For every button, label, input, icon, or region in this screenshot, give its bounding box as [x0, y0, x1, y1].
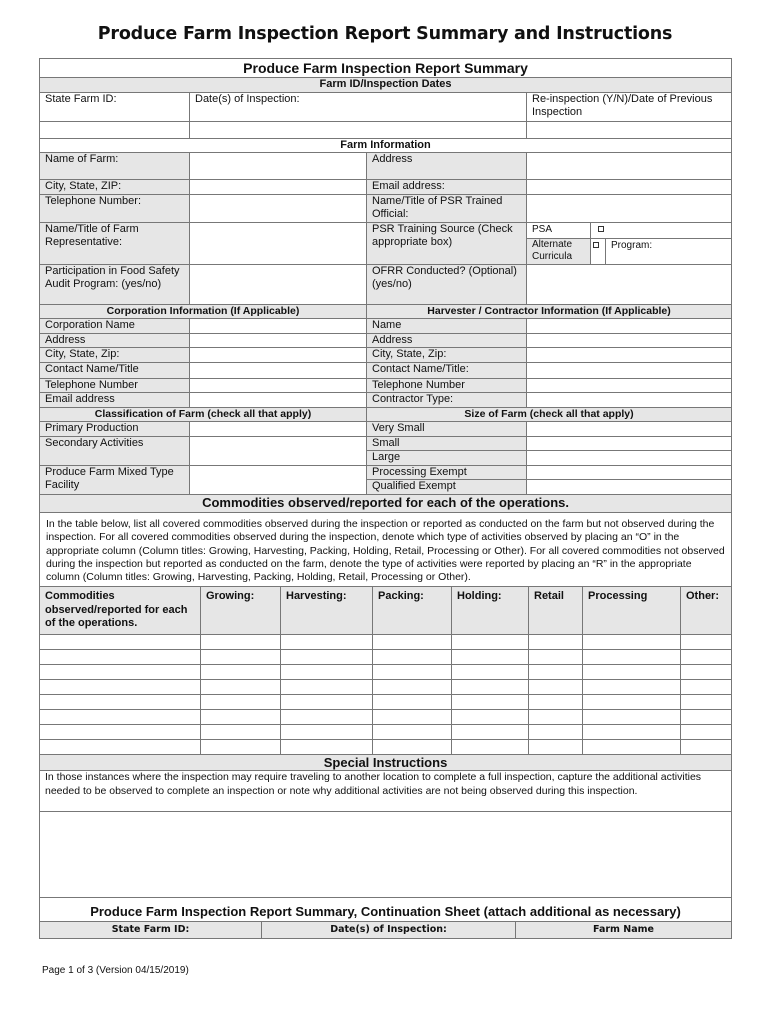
table-cell[interactable] — [452, 635, 529, 650]
psa-checkbox-icon[interactable] — [598, 226, 604, 232]
food-safety-audit-label: Participation in Food Safety Audit Program: (yes/no) — [40, 264, 190, 304]
table-cell[interactable] — [40, 710, 201, 725]
table-cell[interactable] — [281, 695, 373, 710]
processing-exempt-label: Processing Exempt — [367, 465, 527, 480]
packing-col-header: Packing: — [373, 587, 452, 635]
table-cell[interactable] — [201, 680, 281, 695]
psr-official-label: Name/Title of PSR Trained Official: — [367, 194, 527, 222]
continuation-farm-name: Farm Name — [516, 922, 732, 939]
table-cell[interactable] — [40, 725, 201, 740]
harvester-header: Harvester / Contractor Information (If Applicable) — [367, 304, 732, 319]
harvester-contact-field[interactable] — [527, 362, 732, 378]
table-cell[interactable] — [40, 680, 201, 695]
corporation-telephone-field[interactable] — [190, 378, 367, 393]
table-cell[interactable] — [201, 635, 281, 650]
secondary-activities-field[interactable] — [190, 436, 367, 465]
program-field[interactable] — [606, 238, 732, 264]
mixed-type-facility-field[interactable] — [190, 465, 367, 494]
commodity-col-header: Commodities observed/reported for each of the operations. — [40, 587, 201, 635]
harvester-name-label: Name — [367, 319, 527, 334]
table-row — [40, 725, 732, 740]
table-cell[interactable] — [373, 710, 452, 725]
table-cell[interactable] — [40, 650, 201, 665]
alternate-curricula-checkbox[interactable] — [591, 238, 606, 264]
table-cell[interactable] — [529, 635, 583, 650]
contractor-type-label: Contractor Type: — [367, 393, 527, 408]
table-cell[interactable] — [452, 710, 529, 725]
program-label: Program: — [611, 239, 653, 251]
continuation-table — [39, 921, 732, 939]
harvester-name-field[interactable] — [527, 319, 732, 334]
ofrr-field[interactable] — [527, 264, 732, 304]
table-cell[interactable] — [373, 740, 452, 755]
size-header: Size of Farm (check all that apply) — [367, 407, 732, 422]
table-cell[interactable] — [583, 695, 681, 710]
table-row — [40, 665, 732, 680]
farm-name-label: Name of Farm: — [40, 153, 190, 180]
retail-col-header: Retail — [529, 587, 583, 635]
table-cell[interactable] — [529, 725, 583, 740]
corporation-email-field[interactable] — [190, 393, 367, 408]
large-label: Large — [367, 451, 527, 466]
table-cell[interactable] — [529, 680, 583, 695]
farm-representative-label: Name/Title of Farm Representative: — [40, 222, 190, 264]
contractor-type-field[interactable] — [527, 393, 732, 408]
table-cell[interactable] — [40, 695, 201, 710]
table-cell[interactable] — [681, 680, 732, 695]
page-footer: Page 1 of 3 (Version 04/15/2019) — [42, 965, 189, 976]
table-cell[interactable] — [201, 665, 281, 680]
large-field[interactable] — [527, 451, 732, 466]
alternate-curricula-checkbox-icon[interactable] — [593, 242, 599, 248]
continuation-inspection-dates: Date(s) of Inspection: — [262, 922, 516, 939]
small-field[interactable] — [527, 436, 732, 451]
table-row — [40, 710, 732, 725]
table-cell[interactable] — [281, 650, 373, 665]
very-small-field[interactable] — [527, 422, 732, 437]
city-state-zip-field[interactable] — [190, 180, 367, 195]
corporation-address-label: Address — [40, 333, 190, 348]
table-cell[interactable] — [583, 740, 681, 755]
table-cell[interactable] — [373, 680, 452, 695]
table-cell[interactable] — [583, 650, 681, 665]
processing-col-header: Processing — [583, 587, 681, 635]
psa-option-label: PSA — [527, 222, 591, 238]
state-farm-id-label: State Farm ID: — [40, 92, 190, 121]
table-cell[interactable] — [583, 710, 681, 725]
summary-table — [39, 58, 732, 495]
psa-checkbox[interactable] — [591, 222, 732, 238]
corporation-contact-field[interactable] — [190, 362, 367, 378]
table-cell[interactable] — [281, 710, 373, 725]
table-cell[interactable] — [681, 710, 732, 725]
psr-training-source-label: PSR Training Source (Check appropriate box) — [367, 222, 527, 264]
corporation-city-field[interactable] — [190, 348, 367, 363]
mixed-type-facility-label: Produce Farm Mixed Type Facility — [40, 465, 190, 494]
table-cell[interactable] — [40, 665, 201, 680]
summary-title: Produce Farm Inspection Report Summary — [40, 59, 732, 78]
state-farm-id-field[interactable] — [40, 121, 190, 138]
growing-col-header: Growing: — [201, 587, 281, 635]
table-row — [40, 740, 732, 755]
table-cell[interactable] — [583, 635, 681, 650]
table-cell[interactable] — [373, 635, 452, 650]
table-cell[interactable] — [373, 665, 452, 680]
harvester-telephone-field[interactable] — [527, 378, 732, 393]
reinspection-label: Re-inspection (Y/N)/Date of Previous Inspection — [527, 92, 732, 121]
table-cell[interactable] — [452, 650, 529, 665]
alternate-curricula-label: Alternate Curricula — [527, 238, 591, 264]
table-cell[interactable] — [681, 665, 732, 680]
table-row — [40, 650, 732, 665]
harvester-contact-label: Contact Name/Title: — [367, 362, 527, 378]
harvester-telephone-label: Telephone Number — [367, 378, 527, 393]
table-cell[interactable] — [583, 680, 681, 695]
corporation-address-field[interactable] — [190, 333, 367, 348]
table-cell[interactable] — [281, 680, 373, 695]
table-cell[interactable] — [452, 740, 529, 755]
table-cell[interactable] — [281, 740, 373, 755]
ofrr-label: OFRR Conducted? (Optional) (yes/no) — [367, 264, 527, 304]
table-cell[interactable] — [583, 665, 681, 680]
table-cell[interactable] — [281, 725, 373, 740]
farm-representative-field[interactable] — [190, 222, 367, 264]
harvesting-col-header: Harvesting: — [281, 587, 373, 635]
table-cell[interactable] — [452, 695, 529, 710]
corporation-header: Corporation Information (If Applicable) — [40, 304, 367, 319]
farm-address-label: Address — [367, 153, 527, 180]
reinspection-field[interactable] — [527, 121, 732, 138]
primary-production-field[interactable] — [190, 422, 367, 437]
other-col-header: Other: — [681, 587, 732, 635]
table-cell[interactable] — [201, 695, 281, 710]
harvester-address-label: Address — [367, 333, 527, 348]
harvester-city-label: City, State, Zip: — [367, 348, 527, 363]
farm-id-header: Farm ID/Inspection Dates — [40, 78, 732, 93]
table-cell[interactable] — [281, 665, 373, 680]
processing-exempt-field[interactable] — [527, 465, 732, 480]
primary-production-label: Primary Production — [40, 422, 190, 437]
city-state-zip-label: City, State, ZIP: — [40, 180, 190, 195]
corporation-name-label: Corporation Name — [40, 319, 190, 334]
table-cell[interactable] — [529, 710, 583, 725]
special-instructions-field[interactable] — [40, 812, 732, 898]
table-cell[interactable] — [281, 635, 373, 650]
corporation-contact-label: Contact Name/Title — [40, 362, 190, 378]
email-field[interactable] — [527, 180, 732, 195]
qualified-exempt-field[interactable] — [527, 480, 732, 495]
table-row — [40, 695, 732, 710]
special-instructions-text: In those instances where the inspection may require traveling to another location to complete a full inspection, capture the additional activities needed to be observed to complete an inspection or note why additional activities are not being observed during this inspection. — [40, 771, 732, 812]
table-cell[interactable] — [583, 725, 681, 740]
corporation-email-label: Email address — [40, 393, 190, 408]
commodities-header: Commodities observed/reported for each of the operations. — [40, 495, 732, 513]
farm-address-field[interactable] — [527, 153, 732, 180]
inspection-dates-field[interactable] — [190, 121, 527, 138]
continuation-title: Produce Farm Inspection Report Summary, Continuation Sheet (attach additional as necessary) — [40, 898, 732, 928]
very-small-label: Very Small — [367, 422, 527, 437]
table-cell[interactable] — [452, 665, 529, 680]
holding-col-header: Holding: — [452, 587, 529, 635]
table-cell[interactable] — [201, 725, 281, 740]
document-title: Produce Farm Inspection Report Summary and Instructions — [97, 24, 673, 44]
farm-information-header: Farm Information — [40, 138, 732, 153]
food-safety-audit-field[interactable] — [190, 264, 367, 304]
harvester-address-field[interactable] — [527, 333, 732, 348]
commodities-instructions: In the table below, list all covered commodities observed during the inspection or reported as conducted on the farm but not observed during the inspection. For all covered commodities observed during the inspection, denote which type of activities observed by placing an “O” in the appropriate column (Column titles: Growing, Harvesting, Packing, Holding, Retail, Processing or Other). For all covered commodities not observed during the inspection but reported as conducted on the farm, denote the type of activities were reported by placing an “R” in the appropriate column (Column titles: Growing, Harvesting, Packing, Holding, Retail, Processing or Other). — [40, 513, 732, 587]
table-cell[interactable] — [681, 635, 732, 650]
corporation-city-label: City, State, Zip: — [40, 348, 190, 363]
table-cell[interactable] — [681, 740, 732, 755]
table-cell[interactable] — [373, 725, 452, 740]
table-cell[interactable] — [681, 650, 732, 665]
table-cell[interactable] — [452, 725, 529, 740]
table-row — [40, 680, 732, 695]
special-instructions-header: Special Instructions — [40, 755, 732, 771]
table-cell[interactable] — [529, 665, 583, 680]
commodities-table — [39, 494, 732, 928]
table-cell[interactable] — [452, 680, 529, 695]
secondary-activities-label: Secondary Activities — [40, 436, 190, 465]
table-cell[interactable] — [681, 695, 732, 710]
qualified-exempt-label: Qualified Exempt — [367, 480, 527, 495]
inspection-dates-label: Date(s) of Inspection: — [190, 92, 527, 121]
harvester-city-field[interactable] — [527, 348, 732, 363]
table-cell[interactable] — [201, 710, 281, 725]
telephone-label: Telephone Number: — [40, 194, 190, 222]
corporation-name-field[interactable] — [190, 319, 367, 334]
table-cell[interactable] — [201, 650, 281, 665]
table-cell[interactable] — [529, 740, 583, 755]
table-cell[interactable] — [529, 695, 583, 710]
classification-header: Classification of Farm (check all that apply) — [40, 407, 367, 422]
table-cell[interactable] — [40, 740, 201, 755]
table-cell[interactable] — [201, 740, 281, 755]
small-label: Small — [367, 436, 527, 451]
table-row — [40, 635, 732, 650]
table-cell[interactable] — [373, 695, 452, 710]
corporation-telephone-label: Telephone Number — [40, 378, 190, 393]
table-cell[interactable] — [529, 650, 583, 665]
table-cell[interactable] — [40, 635, 201, 650]
table-cell[interactable] — [681, 725, 732, 740]
email-label: Email address: — [367, 180, 527, 195]
table-cell[interactable] — [373, 650, 452, 665]
psr-official-field[interactable] — [527, 194, 732, 222]
farm-name-field[interactable] — [190, 153, 367, 180]
telephone-field[interactable] — [190, 194, 367, 222]
continuation-state-farm-id: State Farm ID: — [40, 922, 262, 939]
